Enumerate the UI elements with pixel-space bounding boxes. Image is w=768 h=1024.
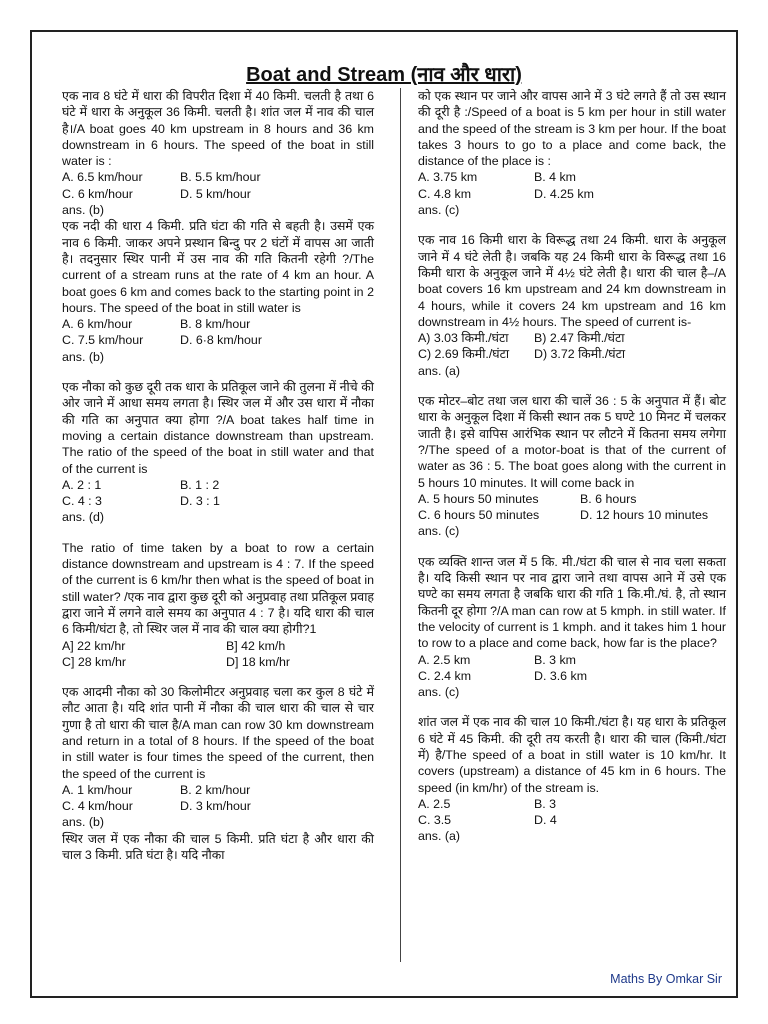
option: C. 2.4 km [418,668,472,683]
options-grid [62,638,374,671]
question-block [418,714,726,844]
answer: ans. (b) [62,349,105,364]
question-block [418,554,726,701]
option: B. 5.5 km/hour [180,170,261,185]
question-text: एक नाव 16 किमी धारा के विरूद्ध तथा 24 किमी. धारा के अनुकूल जाने में 4 घंटे लेती है। जबकि यह 24 किमी धारा के विरूद्ध तथा 16 किमी धारा के अनुकूल जाने में 4½ घंटे लेती है। धारा की चाल है–/A boat covers 16 km upstream and 24 km downstream in 4 hours, while it covers 24 km upstream and 16 km downstream in 4½ hours. The speed of current is- [418,233,726,329]
answer: ans. (c) [418,524,460,539]
option: D. 4 [534,813,557,828]
question-text: शांत जल में एक नाव की चाल 10 किमी./घंटा है। यह धारा के प्रतिकूल 6 घंटे में 45 किमी. की दूरी तय करती है। धारा की चाल (किमी./घंटा में) है/The speed of a boat in still water is 10 km/hr. It covers (upstream) a distance of 45 km in 6 hours. The speed (in km/hr) of the stream is. [418,715,726,795]
question-block [418,232,726,379]
question-block [62,831,374,864]
option: B] 42 km/h [226,638,286,653]
options-grid [418,796,726,829]
option: B) 2.47 किमी./घंटा [534,331,625,346]
option: C. 6 km/hour [62,186,133,201]
option: C) 2.69 किमी./घंटा [418,347,510,362]
question-block [62,218,374,365]
page-title: Boat and Stream (नाव और धारा) [246,64,522,86]
option: C. 4 : 3 [62,494,102,509]
options-grid [418,491,726,524]
options-grid [418,330,726,363]
options-grid [418,169,726,202]
question-block [418,88,726,218]
answer: ans. (d) [62,510,105,525]
question-text: एक नदी की धारा 4 किमी. प्रति घंटा की गति से बहती है। उसमें एक नाव 6 किमी. जाकर अपने प्रस्थान बिन्दु पर 2 घंटों में वापस आ जाती है। तदनुसार स्थिर पानी में उस नाव की गति कितनी रहेगी ?/The current of a stream runs at the rate of 4 km an hour. A boat goes 6 km and comes back to the starting point in 2 hours. The speed of the boat in still water is [62,219,374,315]
option: D) 3.72 किमी./घंटा [534,347,626,362]
left-column [62,88,374,863]
question-block [418,393,726,540]
option: A. 5 hours 50 minutes [418,491,539,506]
option: B. 4 km [534,170,576,185]
option: B. 2 km/hour [180,782,251,797]
option: C. 7.5 km/hour [62,333,144,348]
question-block [62,540,374,670]
options-grid [418,652,726,685]
option: A. 1 km/hour [62,782,133,797]
option: A. 2.5 [418,796,451,811]
answer: ans. (c) [418,685,460,700]
question-block [62,88,374,218]
option: D. 6·8 km/hour [180,333,262,348]
question-text: को एक स्थान पर जाने और वापस आने में 3 घंटे लगते हैं तो उस स्थान की दूरी है :/Speed of a boat is 5 km per hour in still water and the speed of the stream is 3 km per hour. If the boat takes 3 hours to go to a place and come back, the distance of the place is : [418,89,726,169]
question-block [62,684,374,831]
options-grid [62,169,374,202]
option: D. 3 km/hour [180,799,251,814]
option: A. 3.75 km [418,170,478,185]
question-text: The ratio of time taken by a boat to row a certain distance downstream and upstream is 4 : 7. If the speed of the current is 6 km/hr then what is the speed of boat in still water? /एक नाव द्वारा कुछ दूरी को अनुप्रवाह तथा प्रतिकूल प्रवाह द्वारा जाने में लगने वाले समय का अनुपात 4 : 7 है। यदि धारा की चाल 6 किमी/घंटा है, तो स्थिर जल में नाव की चाल क्या होगी?1 [62,540,375,637]
option: D] 18 km/hr [226,654,291,669]
question-text: एक नाव 8 घंटे में धारा की विपरीत दिशा में 40 किमी. चलती है तथा 6 घंटे में धारा के अनुकूल 36 किमी. चलती है। शांत जल में नाव की चाल है।/A boat goes 40 km upstream in 8 hours and 36 km downstream in 6 hours. The speed of the boat in still water is : [62,89,374,169]
answer: ans. (b) [62,203,105,218]
option: A) 3.03 किमी./घंटा [418,331,509,346]
answer: ans. (b) [62,815,105,830]
answer: ans. (a) [418,363,461,378]
answer: ans. (a) [418,829,461,844]
option: A. 6.5 km/hour [62,170,143,185]
right-column [418,88,726,845]
option: D. 3 : 1 [180,494,220,509]
options-grid [62,782,374,815]
question-text: एक आदमी नौका को 30 किलोमीटर अनुप्रवाह चला कर कुल 8 घंटे में लौट आता है। यदि शांत पानी में नौका की चाल धारा की चाल से चार गुणा है तो धारा की चाल है/A man can row 30 km downstream and return in a total of 8 hours. If the speed of the boat in still water is four times the speed of the current, then the speed of the current is [62,685,374,781]
column-divider [400,88,401,962]
question-text: एक व्यक्ति शान्त जल में 5 कि. मी./घंटा की चाल से नाव चला सकता है। यदि किसी स्थान पर नाव द्वारा जाने तथा वापस आने में उसे एक घण्टे का समय लगता है जबकि धारा की गति 1 कि.मी./घं. है, तो स्थान कितनी दूर होगा ?/A man can row at 5 kmph. in still water. If the velocity of current is 1 kmph. and it takes him 1 hour to row to a place and come back, how far is the place? [418,554,726,651]
option: C. 4.8 km [418,186,472,201]
question-text: स्थिर जल में एक नौका की चाल 5 किमी. प्रति घंटा है और धारा की चाल 3 किमी. प्रति घंटा है। यदि नौका [62,831,374,863]
question-text: एक मोटर–बोट तथा जल धारा की चालें 36 : 5 के अनुपात में हैं। बोट धारा के अनुकूल दिशा में किसी स्थान तक 5 घण्टे 10 मिनट में चलकर जाती है। इसे वापिस आरंभिक स्थान पर लौटने में कितना समय लगेगा ?/The speed of a motor-boat is that of the current of water as 36 : 5. The boat goes along with the current in 5 hours 10 minutes. It will come back in [418,394,726,490]
option: C. 3.5 [418,813,452,828]
option: A. 2.5 km [418,652,471,667]
option: B. 6 hours [580,491,637,506]
options-grid [62,316,374,349]
option: C. 6 hours 50 minutes [418,508,540,523]
option: C] 28 km/hr [62,654,127,669]
option: C. 4 km/hour [62,799,133,814]
option: D. 4.25 km [534,186,594,201]
option: A. 2 : 1 [62,477,102,492]
option: D. 3.6 km [534,668,588,683]
option: D. 5 km/hour [180,186,251,201]
option: B. 3 [534,796,557,811]
option: A. 6 km/hour [62,317,133,332]
option: B. 3 km [534,652,576,667]
question-block [62,379,374,526]
option: B. 1 : 2 [180,477,220,492]
option: A] 22 km/hr [62,638,126,653]
option: D. 12 hours 10 minutes [580,508,709,523]
option: B. 8 km/hour [180,317,251,332]
footer-credit: Maths By Omkar Sir [610,972,722,986]
question-text: एक नौका को कुछ दूरी तक धारा के प्रतिकूल जाने की तुलना में नीचे की ओर जाने में आधा समय लगता है। स्थिर जल में और उस धारा में नौका की गति का अनुपात क्या होगा ?/A boat takes half time in moving a certain distance downstream than upstream. The ratio of the speed of the boat in still water and that of the current is [62,380,374,476]
answer: ans. (c) [418,203,460,218]
options-grid [62,477,374,510]
